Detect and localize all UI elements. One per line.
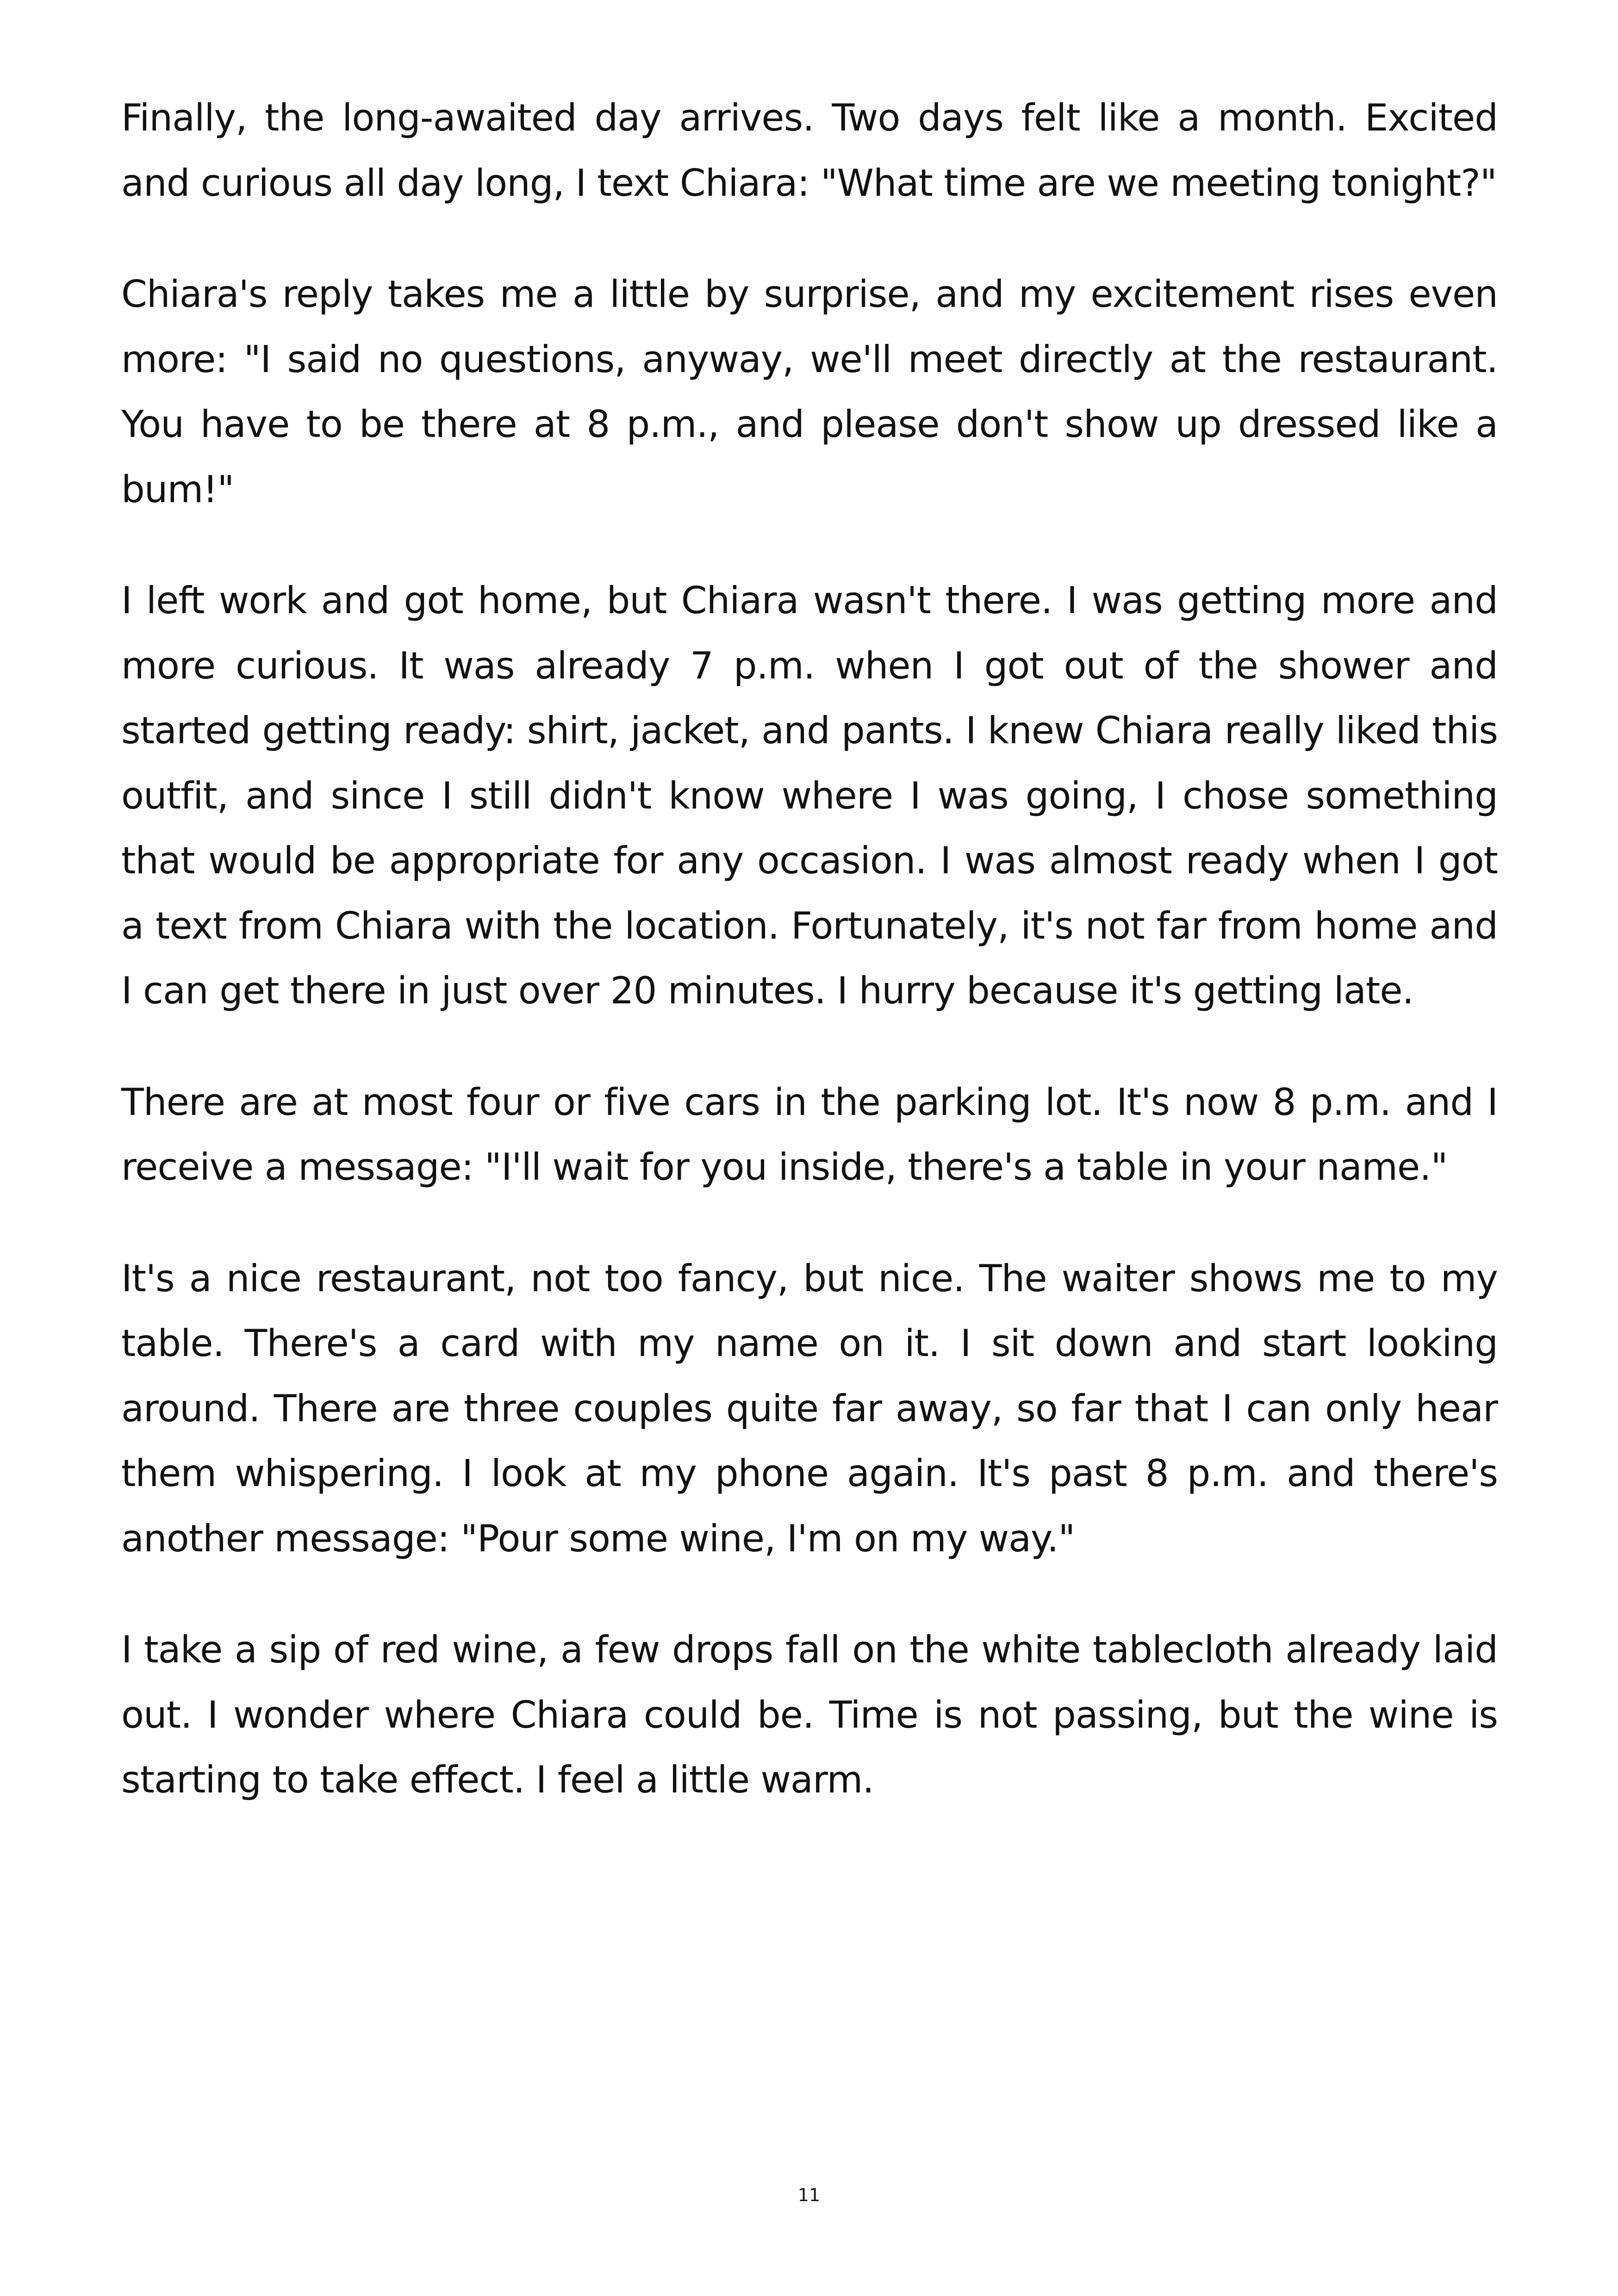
paragraph-5: It's a nice restaurant, not too fancy, but nice. The waiter shows me to my table. There's a card with my name on it. I sit down and start looking around. There are three couples quite far away, so far that I can only hear them whispering. I look at my phone again. It's past 8 p.m. and there's another message: "Pour some wine, I'm on my way." — [121, 1257, 1498, 1560]
paragraph-2: Chiara's reply takes me a little by surprise, and my excitement rises even more: "I said no questions, anyway, we'll meet directly at the restaurant. You have to be there at 8 p.m., and please don't show up dressed like a bum!" — [121, 273, 1498, 511]
paragraph-6: I take a sip of red wine, a few drops fall on the white tablecloth already laid out. I wonder where Chiara could be. Time is not passing, but the wine is starting to take effect. I feel a little warm. — [121, 1628, 1498, 1801]
page-number: 11 — [797, 2185, 821, 2205]
paragraph-1: Finally, the long-awaited day arrives. Two days felt like a month. Excited and curious all day long, I text Chiara: "What time are we meeting tonight?" — [121, 96, 1498, 205]
paragraph-4: There are at most four or five cars in the parking lot. It's now 8 p.m. and I receive a message: "I'll wait for you inside, there's a table in your name." — [121, 1080, 1498, 1188]
paragraph-3: I left work and got home, but Chiara wasn't there. I was getting more and more curious. It was already 7 p.m. when I got out of the shower and started getting ready: shirt, jacket, and pants. I knew Chiara really liked this outfit, and since I still didn't know where I was going, I chose something that would be appropriate for any occasion. I was almost ready when I got a text from Chiara with the location. Fortunately, it's not far from home and I can get there in just over 20 minutes. I hurry because it's getting late. — [121, 579, 1498, 1012]
page-body — [121, 86, 1498, 1859]
